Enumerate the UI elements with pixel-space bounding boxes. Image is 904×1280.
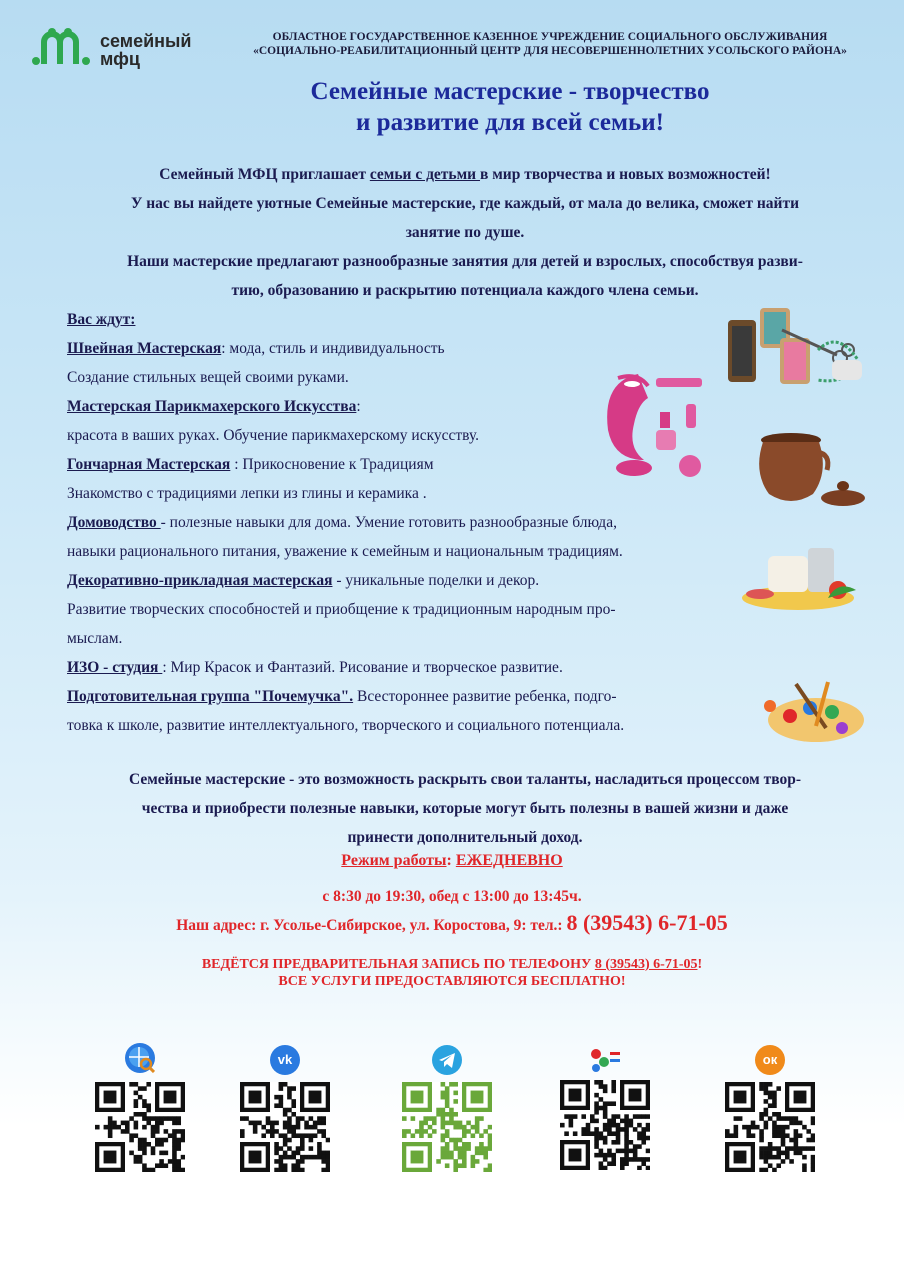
vmeste-icon[interactable] xyxy=(590,1048,620,1074)
hairdressing-title: Мастерская Парикмахерского Искусства xyxy=(67,398,357,415)
qr-code-odnoklassniki[interactable] xyxy=(725,1082,815,1172)
title-line-1: Семейные мастерские - творчество xyxy=(310,78,710,105)
notice-line-2: ВСЕ УСЛУГИ ПРЕДОСТАВЛЯЮТСЯ БЕСПЛАТНО! xyxy=(278,974,626,989)
paint-palette-icon xyxy=(756,676,866,746)
working-mode-label: Режим работы xyxy=(341,852,447,869)
semeyny-mfc-logo xyxy=(30,28,205,74)
intro-line-4: Наши мастерские предлагают разнообразные занятия для детей и взрослых, способствуя разви- xyxy=(127,253,803,270)
intro-families-with-children: семьи с детьми xyxy=(369,166,480,183)
logo-line-1: семейный xyxy=(100,31,192,51)
intro-line-3: занятие по душе. xyxy=(405,224,525,241)
working-mode-value: ЕЖЕДНЕВНО xyxy=(455,852,563,869)
working-mode xyxy=(0,852,904,870)
beauty-cosmetics-icon xyxy=(598,368,710,486)
list-item-decorative xyxy=(67,566,747,595)
sewing-title: Швейная Мастерская xyxy=(67,340,222,357)
pottery-description: Знакомство с традициями лепки из глины и керамика . xyxy=(67,485,427,502)
ok-icon-text: ок xyxy=(762,1052,778,1067)
working-hours: с 8:30 до 19:30, обед с 13:00 до 13:45ч. xyxy=(322,888,582,905)
telegram-icon[interactable] xyxy=(432,1045,462,1075)
qr-code-vk[interactable] xyxy=(240,1082,330,1172)
sewing-description: Создание стильных вещей своими руками. xyxy=(67,369,349,386)
qr-code-image xyxy=(560,1080,650,1170)
decorative-description-1: Развитие творческих способностей и приобщение к традиционным народным про- xyxy=(67,601,616,618)
intro-text xyxy=(50,160,880,305)
art-studio-title: ИЗО - студия xyxy=(67,659,163,676)
vmeste-logo-icon xyxy=(590,1048,620,1074)
globe-glyph-icon xyxy=(125,1043,155,1073)
preparatory-title: Подготовительная группа "Почемучка". xyxy=(67,688,354,705)
clay-pot-icon xyxy=(755,430,869,510)
logo-line-2: мфц xyxy=(100,49,140,69)
globe-search-icon[interactable] xyxy=(125,1043,155,1073)
intro-line-1 xyxy=(50,160,880,189)
decorative-description-2: мыслам. xyxy=(67,630,123,647)
booking-notice xyxy=(0,956,904,990)
closing-line-2: чества и приобрести полезные навыки, которые могут быть полезны в вашей жизни и даже xyxy=(141,800,789,817)
preparatory-description: товка к школе, развитие интеллектуального, творческого и социального потенциала. xyxy=(67,717,625,734)
telegram-plane-icon xyxy=(432,1045,462,1075)
qr-code-image xyxy=(95,1082,185,1172)
address-text: Наш адрес: г. Усолье-Сибирское, ул. Коростова, 9: тел.: xyxy=(176,917,567,934)
list-item-housekeeping xyxy=(67,508,747,537)
art-studio-subtitle: : Мир Красок и Фантазий. Рисование и творческое развитие. xyxy=(162,659,563,676)
organization-header xyxy=(215,30,885,58)
qr-code-image xyxy=(402,1082,492,1172)
intro-text-1: Семейный МФЦ приглашает xyxy=(159,166,370,183)
title-line-2: и развитие для всей семьи! xyxy=(356,109,664,136)
notice-phone[interactable]: 8 (39543) 6-71-05 xyxy=(594,957,698,972)
qr-code-image xyxy=(240,1082,330,1172)
list-heading xyxy=(67,305,747,334)
odnoklassniki-icon[interactable] xyxy=(755,1045,785,1075)
list-item-sewing xyxy=(67,334,747,363)
decorative-title: Декоративно-прикладная мастерская xyxy=(67,572,333,589)
page-title xyxy=(200,76,820,138)
notice-line-1 xyxy=(0,956,904,973)
closing-line-1: Семейные мастерские - это возможность раскрыть свои таланты, насладиться процессом твор- xyxy=(128,771,801,788)
list-heading-text: Вас ждут: xyxy=(67,311,136,328)
working-mode-colon: : xyxy=(446,852,456,869)
list-item-art-studio xyxy=(67,653,747,682)
phone-number[interactable]: 8 (39543) 6-71-05 xyxy=(566,910,728,935)
sewing-subtitle: : мода, стиль и индивидуальность xyxy=(221,340,445,357)
closing-text xyxy=(50,765,880,852)
notice-exclaim: ! xyxy=(697,957,703,972)
vk-icon[interactable] xyxy=(270,1045,300,1075)
pottery-subtitle: : Прикосновение к Традициям xyxy=(230,456,434,473)
org-line-2: «СОЦИАЛЬНО-РЕАБИЛИТАЦИОННЫЙ ЦЕНТР ДЛЯ НЕСОВЕРШЕННОЛЕТНИХ УСОЛЬСКОГО РАЙОНА» xyxy=(253,45,847,57)
list-item-preparatory xyxy=(67,682,747,711)
housekeeping-description: навыки рационального питания, уважение к семейным и национальным традициям. xyxy=(67,543,623,560)
housekeeping-subtitle: - полезные навыки для дома. Умение готовить разнообразные блюда, xyxy=(160,514,617,531)
sewing-threads-icon xyxy=(722,300,872,388)
housekeeping-title: Домоводство xyxy=(67,514,161,531)
pottery-title: Гончарная Мастерская xyxy=(67,456,231,473)
org-line-1: ОБЛАСТНОЕ ГОСУДАРСТВЕННОЕ КАЗЕННОЕ УЧРЕЖДЕНИЕ СОЦИАЛЬНОГО ОБСЛУЖИВАНИЯ xyxy=(272,31,828,43)
qr-code-image xyxy=(725,1082,815,1172)
qr-code-telegram[interactable] xyxy=(402,1082,492,1172)
intro-line-2: У нас вы найдете уютные Семейные мастерские, где каждый, от мала до велика, сможет найти xyxy=(130,195,800,212)
hairdressing-colon: : xyxy=(356,398,361,415)
closing-line-3: принести дополнительный доход. xyxy=(347,829,583,846)
cooking-icon xyxy=(738,528,864,614)
intro-text-2: в мир творчества и новых возможностей! xyxy=(479,166,771,183)
qr-code-website[interactable] xyxy=(95,1082,185,1172)
decorative-subtitle: - уникальные поделки и декор. xyxy=(332,572,540,589)
preparatory-subtitle: Всестороннее развитие ребенка, подго- xyxy=(353,688,617,705)
family-logo-icon xyxy=(30,28,92,70)
vk-icon-text: vk xyxy=(277,1052,293,1067)
address-line xyxy=(0,910,904,936)
intro-line-5: тию, образованию и раскрытию потенциала каждого члена семьи. xyxy=(231,282,699,299)
qr-code-vmeste[interactable] xyxy=(560,1080,650,1170)
hairdressing-description: красота в ваших руках. Обучение парикмахерскому искусству. xyxy=(67,427,480,444)
notice-text: ВЕДЁТСЯ ПРЕДВАРИТЕЛЬНАЯ ЗАПИСЬ ПО ТЕЛЕФОНУ xyxy=(201,957,595,972)
